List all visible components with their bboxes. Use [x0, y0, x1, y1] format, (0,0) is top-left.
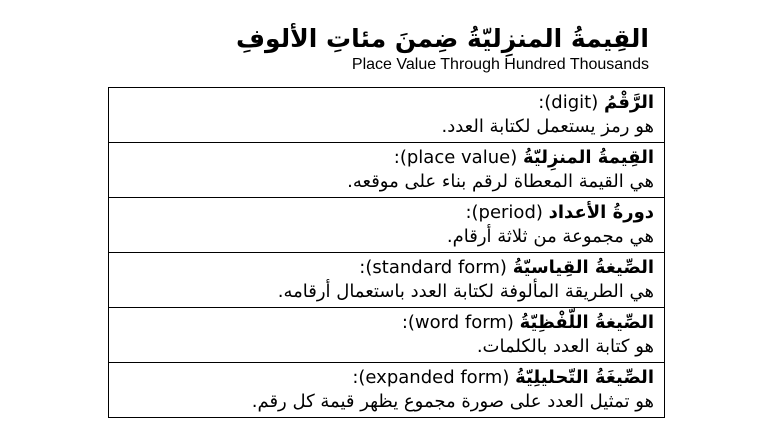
vocab-cell: [109, 88, 665, 143]
term-definition: هو رمز يستعمل لكتابة العدد.: [441, 116, 654, 137]
vocabulary-table: [108, 87, 665, 418]
vocab-row-word-form: [109, 308, 665, 363]
term-definition: هي مجموعة من ثلاثة أرقام.: [446, 226, 654, 247]
vocab-cell: [109, 308, 665, 363]
vocab-row-standard-form: [109, 253, 665, 308]
term-arabic: الصِّيغَةُ التّحليلِيّةُ: [515, 367, 654, 388]
term-english: (word form):: [401, 312, 514, 333]
vocab-cell: [109, 363, 665, 418]
term-arabic: الصِّيغةُ القِياسيّةُ: [512, 257, 654, 278]
term-definition: هي الطريقة المألوفة لكتابة العدد باستعمال أرقامه.: [277, 281, 654, 302]
term-line: [119, 311, 654, 335]
term-english: (place value):: [393, 147, 518, 168]
term-english: (digit):: [538, 92, 599, 113]
term-definition: هو كتابة العدد بالكلمات.: [476, 336, 654, 357]
term-arabic: الرَّقْمُ: [603, 92, 654, 113]
term-english: (expanded form):: [352, 367, 510, 388]
term-arabic: دورةُ الأعداد: [548, 202, 654, 223]
term-line: [119, 256, 654, 280]
vocab-cell: [109, 198, 665, 253]
vocab-row-period: [109, 198, 665, 253]
term-definition: هي القيمة المعطاة لرقم بناء على موقعه.: [347, 171, 654, 192]
page-title-arabic: القِيمةُ المنزِليّةُ ضِمنَ مئاتِ الألوفِ: [235, 24, 649, 53]
term-arabic: الصِّيغةُ اللّفْظِيّةُ: [519, 312, 654, 333]
page-title-english: Place Value Through Hundred Thousands: [351, 56, 649, 73]
term-line: [119, 146, 654, 170]
vocab-cell: [109, 253, 665, 308]
term-definition: هو تمثيل العدد على صورة مجموع يظهر قيمة كل رقم.: [251, 391, 654, 412]
term-line: [119, 366, 654, 390]
vocab-row-place-value: [109, 143, 665, 198]
term-line: [119, 91, 654, 115]
vocab-row-expanded-form: [109, 363, 665, 418]
vocab-cell: [109, 143, 665, 198]
term-english: (standard form):: [359, 257, 507, 278]
term-arabic: القِيمةُ المنزِليّةُ: [522, 147, 654, 168]
term-english: (period):: [465, 202, 543, 223]
term-line: [119, 201, 654, 225]
vocab-row-digit: [109, 88, 665, 143]
